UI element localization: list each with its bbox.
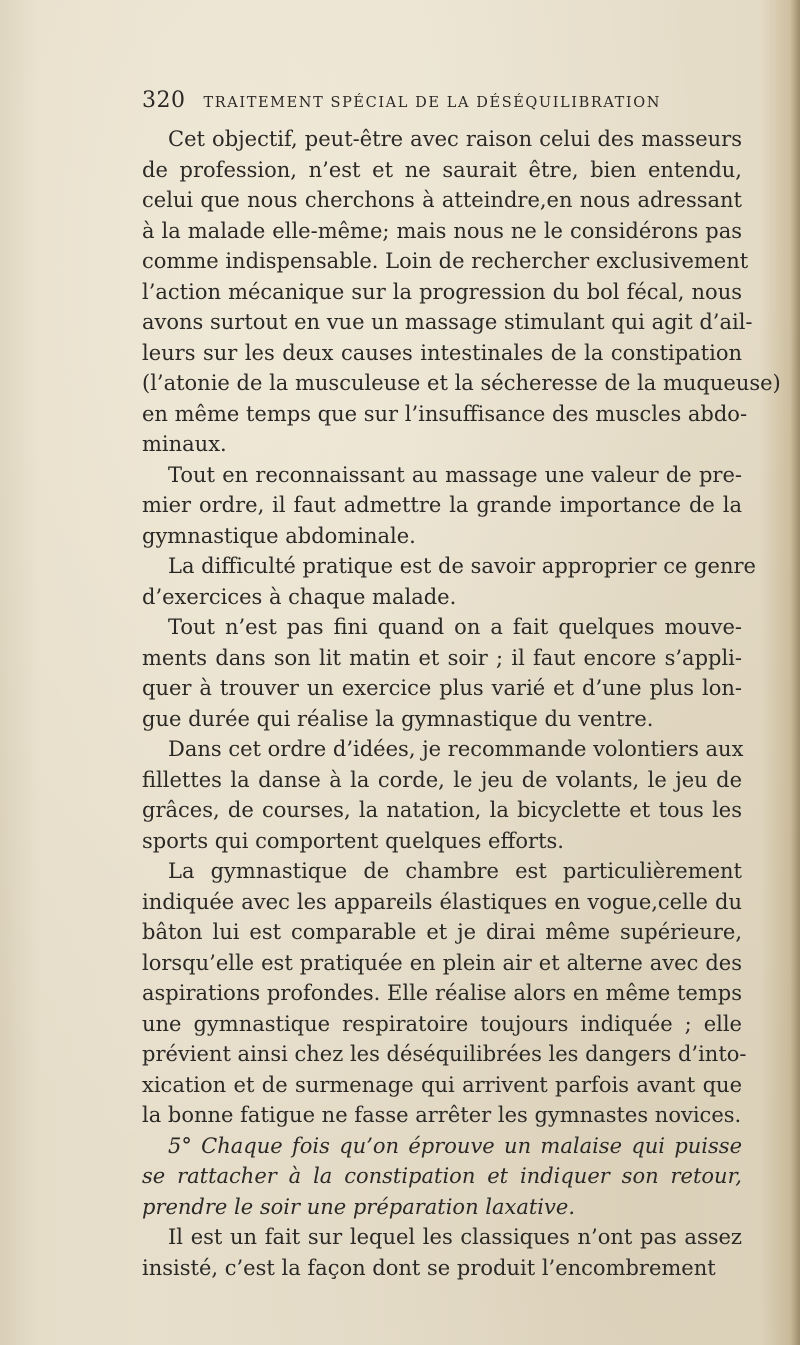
text-line: mier ordre, il faut admettre la grande importance de la: [142, 493, 742, 517]
text-line: de profession, n’est et ne saurait être, bien entendu,: [142, 157, 742, 182]
paragraph: [142, 551, 756, 612]
text-line: 5° Chaque fois qu’on éprouve un malaise qui puisse: [168, 1133, 742, 1158]
text-line: (l’atonie de la musculeuse et la sécheresse de la muqueuse): [142, 371, 781, 395]
text-line: Il est un fait sur lequel les classiques n’ont pas assez: [168, 1225, 742, 1249]
text-line: grâces, de courses, la natation, la bicyclette et tous les: [142, 798, 742, 822]
text-line: sports qui comportent quelques efforts.: [142, 828, 564, 853]
paragraph: [142, 612, 742, 734]
text-line: gymnastique abdominale.: [142, 523, 416, 548]
text-line: avons surtout en vue un massage stimulant qui agit d’ail-: [142, 310, 753, 334]
paragraph: [142, 1131, 742, 1223]
text-line: gue durée qui réalise la gymnastique du ventre.: [142, 706, 654, 731]
text-line: la bonne fatigue ne fasse arrêter les gymnastes novices.: [142, 1103, 742, 1127]
text-line: xication et de surmenage qui arrivent parfois avant que: [142, 1072, 742, 1097]
text-line: fillettes la danse à la corde, le jeu de volants, le jeu de: [142, 767, 742, 792]
text-line: celui que nous cherchons à atteindre,en nous adressant: [142, 188, 742, 212]
running-title: TRAITEMENT SPÉCIAL DE LA DÉSÉQUILIBRATION: [203, 95, 662, 111]
text-line: insisté, c’est la façon dont se produit l’encombrement: [142, 1255, 716, 1280]
page-number: 320: [142, 88, 186, 113]
text-line: prendre le soir une préparation laxative.: [142, 1194, 575, 1219]
text-line: leurs sur les deux causes intestinales de la constipation: [142, 340, 742, 365]
paragraph: [142, 1222, 742, 1283]
text-line: prévient ainsi chez les déséquilibrées les dangers d’into-: [142, 1042, 747, 1066]
text-line: aspirations profondes. Elle réalise alors en même temps: [142, 981, 742, 1005]
text-line: lorsqu’elle est pratiquée en plein air et alterne avec des: [142, 950, 742, 975]
text-line: La difficulté pratique est de savoir approprier ce genre: [168, 554, 756, 578]
text-line: une gymnastique respiratoire toujours indiquée ; elle: [142, 1011, 742, 1036]
paragraph: [142, 734, 742, 856]
text-line: bâton lui est comparable et je dirai même supérieure,: [142, 920, 742, 944]
paragraph: [142, 460, 742, 552]
text-line: Cet objectif, peut-être avec raison celui des masseurs: [168, 127, 742, 151]
text-line: Tout n’est pas fini quand on a fait quelques mouve-: [168, 615, 742, 639]
text-line: Dans cet ordre d’idées, je recommande volontiers aux: [168, 737, 744, 761]
text-line: Tout en reconnaissant au massage une valeur de pre-: [168, 462, 742, 487]
text-line: d’exercices à chaque malade.: [142, 584, 457, 609]
text-line: quer à trouver un exercice plus varié et d’une plus lon-: [142, 676, 742, 700]
text-line: se rattacher à la constipation et indiquer son retour,: [142, 1164, 742, 1188]
text-line: à la malade elle-même; mais nous ne le considérons pas: [142, 218, 742, 243]
text-line: comme indispensable. Loin de rechercher exclusivement: [142, 249, 749, 273]
text-line: La gymnastique de chambre est particulièrement: [168, 859, 742, 883]
text-line: indiquée avec les appareils élastiques en vogue,celle du: [142, 889, 742, 914]
text-line: l’action mécanique sur la progression du bol fécal, nous: [142, 279, 742, 304]
paragraph: [142, 124, 781, 460]
body-text: [142, 124, 781, 1283]
text-line: ments dans son lit matin et soir ; il faut encore s’appli-: [142, 645, 742, 670]
text-line: minaux.: [142, 432, 227, 456]
page-header: [142, 88, 661, 113]
paragraph: [142, 856, 747, 1131]
text-line: en même temps que sur l’insuffisance des muscles abdo-: [142, 401, 748, 426]
